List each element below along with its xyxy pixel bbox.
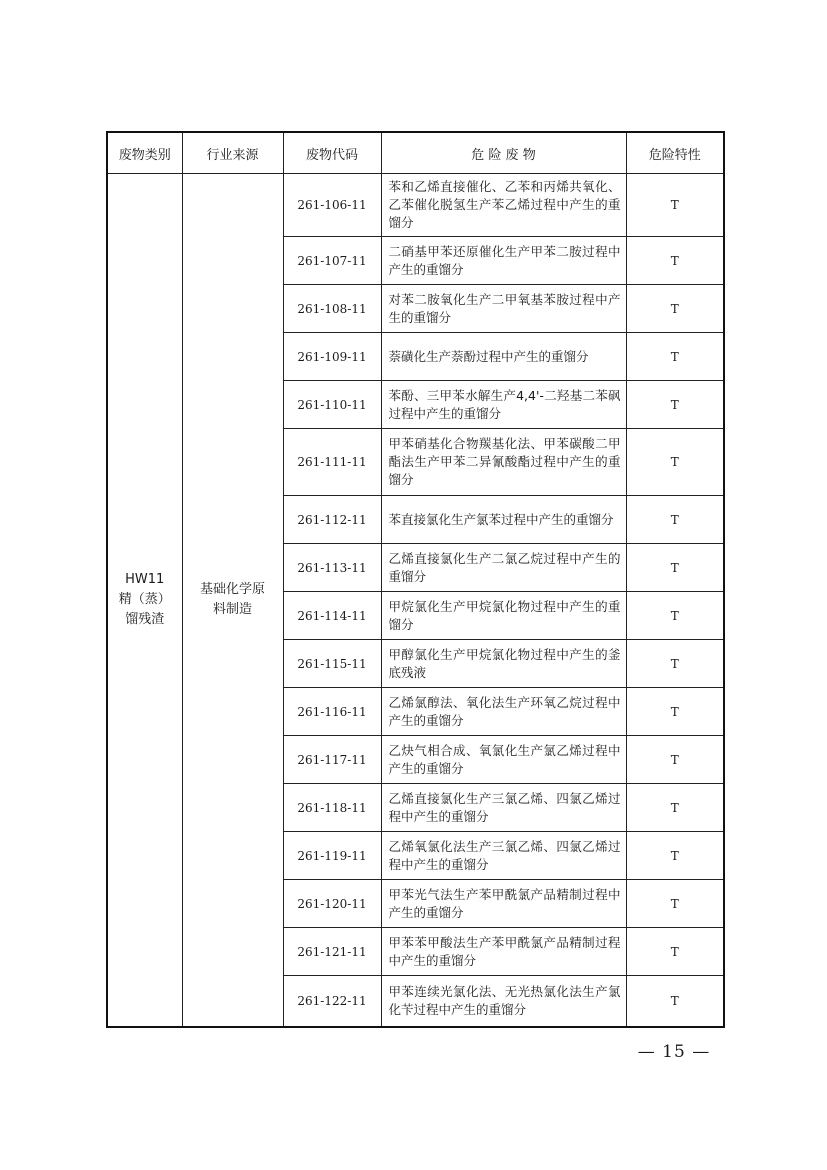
waste-description-cell: 对苯二胺氧化生产二甲氧基苯胺过程中产生的重馏分 [381, 285, 626, 333]
hazard-property-cell: T [626, 832, 724, 880]
waste-description-cell: 苯直接氯化生产氯苯过程中产生的重馏分 [381, 496, 626, 544]
hazard-property-cell: T [626, 592, 724, 640]
waste-category-text: 精（蒸） [118, 591, 171, 607]
header-waste: 危 险 废 物 [381, 132, 626, 174]
waste-code-cell: 261-119-11 [283, 832, 381, 880]
hazard-property-cell: T [626, 496, 724, 544]
hazard-property-cell: T [626, 381, 724, 429]
waste-code-cell: 261-121-11 [283, 928, 381, 976]
waste-code-cell: 261-113-11 [283, 544, 381, 592]
hazard-property-cell: T [626, 784, 724, 832]
header-hazard: 危险特性 [626, 132, 724, 174]
hazard-property-cell: T [626, 237, 724, 285]
waste-code-cell: 261-111-11 [283, 429, 381, 496]
header-category: 废物类别 [107, 132, 182, 174]
hazard-property-cell: T [626, 928, 724, 976]
hazard-property-cell: T [626, 544, 724, 592]
hazard-property-cell: T [626, 880, 724, 928]
waste-description-cell: 乙烯直接氯化生产三氯乙烯、四氯乙烯过程中产生的重馏分 [381, 784, 626, 832]
waste-description-cell: 甲苯硝基化合物羰基化法、甲苯碳酸二甲酯法生产甲苯二异氰酸酯过程中产生的重馏分 [381, 429, 626, 496]
hazard-property-cell: T [626, 736, 724, 784]
waste-description-cell: 乙烯氯醇法、氧化法生产环氧乙烷过程中产生的重馏分 [381, 688, 626, 736]
hazard-property-cell: T [626, 976, 724, 1027]
waste-code-cell: 261-112-11 [283, 496, 381, 544]
waste-code-cell: 261-107-11 [283, 237, 381, 285]
hazardous-waste-table [106, 131, 725, 1028]
waste-description-cell: 甲苯光气法生产苯甲酰氯产品精制过程中产生的重馏分 [381, 880, 626, 928]
waste-description-cell: 苯酚、三甲苯水解生产4,4'-二羟基二苯砜过程中产生的重馏分 [381, 381, 626, 429]
waste-code-cell: 261-110-11 [283, 381, 381, 429]
waste-description-cell: 甲醇氯化生产甲烷氯化物过程中产生的釜底残液 [381, 640, 626, 688]
hazard-property-cell: T [626, 640, 724, 688]
industry-source-text: 料制造 [212, 601, 252, 617]
industry-source-text: 基础化学原 [199, 581, 265, 597]
waste-code-cell: 261-118-11 [283, 784, 381, 832]
hazard-property-cell: T [626, 688, 724, 736]
waste-description-cell: 乙烯直接氯化生产二氯乙烷过程中产生的重馏分 [381, 544, 626, 592]
waste-category-text: 馏残渣 [125, 611, 165, 627]
waste-category-text: HW11 [125, 571, 165, 587]
waste-description-cell: 萘磺化生产萘酚过程中产生的重馏分 [381, 333, 626, 381]
waste-code-cell: 261-117-11 [283, 736, 381, 784]
hazard-property-cell: T [626, 333, 724, 381]
industry-source-cell [182, 174, 283, 1027]
page-number: — 15 — [637, 1042, 711, 1062]
waste-code-cell: 261-114-11 [283, 592, 381, 640]
hazard-property-cell: T [626, 285, 724, 333]
table-header-row [107, 132, 724, 174]
waste-description-cell: 二硝基甲苯还原催化生产甲苯二胺过程中产生的重馏分 [381, 237, 626, 285]
waste-code-cell: 261-116-11 [283, 688, 381, 736]
waste-code-cell: 261-122-11 [283, 976, 381, 1027]
waste-description-cell: 苯和乙烯直接催化、乙苯和丙烯共氧化、乙苯催化脱氢生产苯乙烯过程中产生的重馏分 [381, 174, 626, 237]
waste-description-cell: 乙烯氧氯化法生产三氯乙烯、四氯乙烯过程中产生的重馏分 [381, 832, 626, 880]
waste-description-cell: 甲苯连续光氯化法、无光热氯化法生产氯化苄过程中产生的重馏分 [381, 976, 626, 1027]
waste-code-cell: 261-120-11 [283, 880, 381, 928]
header-code: 废物代码 [283, 132, 381, 174]
waste-category-cell [107, 174, 182, 1027]
waste-description-cell: 甲苯苯甲酸法生产苯甲酰氯产品精制过程中产生的重馏分 [381, 928, 626, 976]
table-row [107, 174, 724, 237]
waste-code-cell: 261-108-11 [283, 285, 381, 333]
waste-description-cell: 乙炔气相合成、氧氯化生产氯乙烯过程中产生的重馏分 [381, 736, 626, 784]
hazard-property-cell: T [626, 429, 724, 496]
header-industry: 行业来源 [182, 132, 283, 174]
hazard-property-cell: T [626, 174, 724, 237]
waste-code-cell: 261-109-11 [283, 333, 381, 381]
waste-code-cell: 261-106-11 [283, 174, 381, 237]
waste-description-cell: 甲烷氯化生产甲烷氯化物过程中产生的重馏分 [381, 592, 626, 640]
waste-code-cell: 261-115-11 [283, 640, 381, 688]
